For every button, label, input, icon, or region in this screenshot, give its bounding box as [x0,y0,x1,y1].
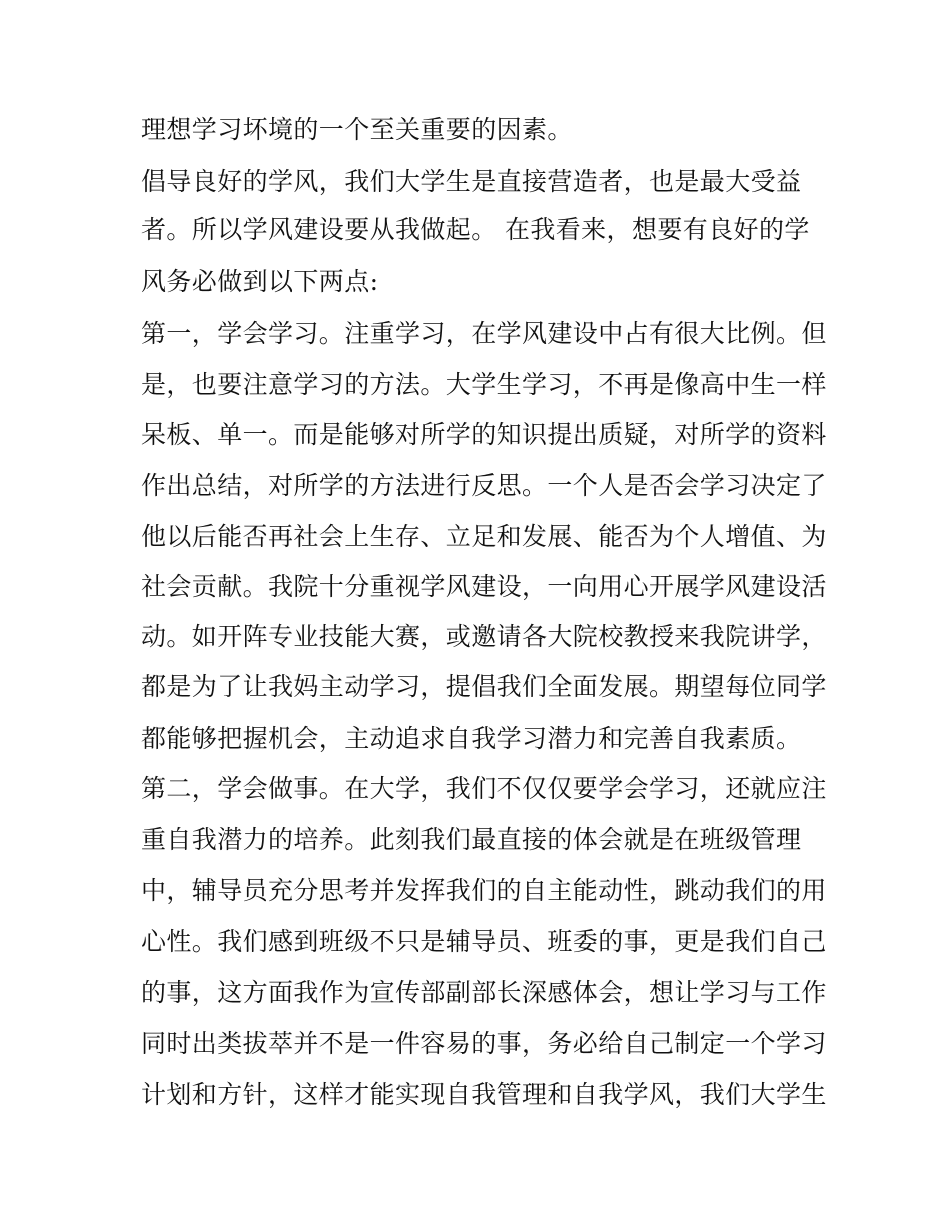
text-line: 动。如开阵专业技能大赛，或邀请各大院校教授来我院讲学， [141,622,827,651]
text-line: 他以后能否再社会上生存、立足和发展、能否为个人增值、为 [141,522,827,551]
text-line: 计划和方针，这样才能实现自我管理和自我学风，我们大学生 [141,1080,827,1109]
text-line: 倡导良好的学风，我们大学生是直接营造者，也是最大受益 [141,167,802,196]
text-line: 理想学习坏境的一个至关重要的因素。 [141,115,573,144]
text-line: 呆板、单一。而是能够对所学的知识提出质疑，对所学的资料 [141,420,827,449]
text-line: 风务必做到以下两点: [141,267,379,296]
text-line: 心性。我们感到班级不只是辅导员、班委的事，更是我们自己 [141,927,827,956]
text-line: 都能够把握机会，主动追求自我学习潜力和完善自我素质。 [141,724,802,753]
text-line: 的事，这方面我作为宣传部副部长深感体会，想让学习与工作 [141,978,827,1007]
text-line: 是，也要注意学习的方法。大学生学习，不再是像高中生一样 [141,370,827,399]
text-line: 社会贡献。我院十分重视学风建设，一向用心开展学风建设活 [141,572,827,601]
text-line: 第一，学会学习。注重学习，在学风建设中占有很大比例。但 [141,319,827,348]
text-line: 者。所以学风建设要从我做起。 在我看来，想要有良好的学 [141,215,810,244]
text-line: 作出总结，对所学的方法进行反思。一个人是否会学习决定了 [141,471,827,500]
text-line: 重自我潜力的培养。此刻我们最直接的体会就是在班级管理 [141,825,802,854]
text-line: 第二，学会做事。在大学，我们不仅仅要学会学习，还就应注 [141,774,827,803]
text-line: 中，辅导员充分思考并发挥我们的自主能动性，跳动我们的用 [141,876,827,905]
text-line: 同时出类拔萃并不是一件容易的事，务必给自己制定一个学习 [141,1029,827,1058]
text-line: 都是为了让我妈主动学习，提倡我们全面发展。期望每位同学 [141,672,827,701]
